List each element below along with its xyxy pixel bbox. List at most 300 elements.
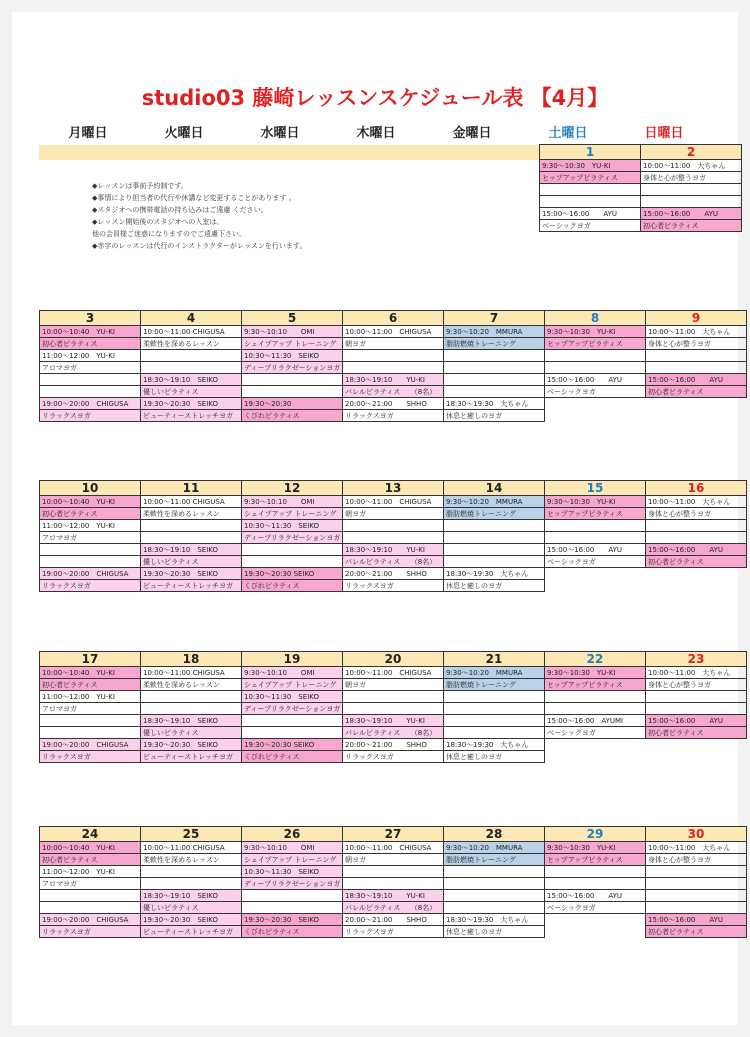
date-cell: 27: [343, 827, 444, 842]
lesson-cell: 10:00〜10:40 YU-KI: [40, 667, 141, 679]
lesson-cell: リラックスヨガ: [40, 926, 141, 938]
lesson-cell: ディープリラクゼーションヨガ: [242, 703, 343, 715]
lesson-cell: 19:30〜20:30 SEIKO: [141, 914, 242, 926]
lesson-cell: [339, 172, 439, 184]
lesson-cell: [139, 160, 239, 172]
lesson-cell: [545, 739, 646, 751]
lesson-row: [39, 196, 742, 208]
lesson-cell: ヒップアップピラティス: [545, 854, 646, 866]
week-1-table: [39, 144, 742, 232]
lesson-cell: くびれピラティス: [242, 926, 343, 938]
lesson-cell: 脂肪燃焼トレーニング: [444, 679, 545, 691]
lesson-cell: 15:00〜16:00 AYU: [545, 544, 646, 556]
lesson-cell: [545, 866, 646, 878]
lesson-cell: [545, 926, 646, 938]
lesson-cell: [444, 727, 545, 739]
lesson-cell: [439, 160, 540, 172]
lesson-cell: リラックスヨガ: [343, 926, 444, 938]
lesson-cell: [646, 350, 747, 362]
lesson-cell: [444, 374, 545, 386]
date-cell: 22: [545, 652, 646, 667]
lesson-cell: [141, 350, 242, 362]
week-3-table: [39, 480, 747, 592]
note-line: ◆レッスン開始後のスタジオへの入室は、: [92, 218, 224, 226]
lesson-cell: ベーシックヨガ: [540, 220, 641, 232]
lesson-cell: [646, 532, 747, 544]
lesson-cell: 15:00〜16:00 AYU: [641, 208, 742, 220]
lesson-cell: 18:30〜19:30 大ちゃん: [444, 914, 545, 926]
date-cell: 23: [646, 652, 747, 667]
lesson-cell: バレルピラティス （8名）: [343, 902, 444, 914]
date-cell: 16: [646, 481, 747, 496]
date-cell: 4: [141, 311, 242, 326]
lesson-cell: [40, 727, 141, 739]
lesson-row: [40, 520, 747, 532]
lesson-row: [40, 842, 747, 854]
lesson-cell: 11:00〜12:00 YU-KI: [40, 691, 141, 703]
lesson-cell: 18:30〜19:10 YU-KI: [343, 544, 444, 556]
lesson-cell: [439, 172, 540, 184]
lesson-row: [39, 208, 742, 220]
lesson-cell: 18:30〜19:10 SEIKO: [141, 890, 242, 902]
date-cell: 2: [641, 145, 742, 160]
lesson-row: [40, 679, 747, 691]
lesson-cell: 10:00〜11:00 大ちゃん: [646, 326, 747, 338]
lesson-cell: 19:30〜20:30 SEIKO: [242, 914, 343, 926]
lesson-cell: 優しいピラティス: [141, 556, 242, 568]
lesson-row: [40, 751, 747, 763]
schedule-page: [12, 12, 738, 1025]
lesson-cell: [540, 196, 641, 208]
lesson-row: [39, 184, 742, 196]
lesson-cell: [545, 914, 646, 926]
lesson-cell: [242, 727, 343, 739]
lesson-row: [40, 338, 747, 350]
note-line: ◆赤字のレッスンは代行のインストラクターがレッスンを行います。: [92, 242, 307, 250]
lesson-cell: [40, 902, 141, 914]
lesson-cell: [39, 220, 139, 232]
lesson-cell: [646, 410, 747, 422]
lesson-cell: リラックスヨガ: [40, 580, 141, 592]
lesson-cell: [242, 544, 343, 556]
date-header-row: [40, 311, 747, 326]
lesson-row: [40, 544, 747, 556]
lesson-cell: 10:00〜11:00 CHIGUSA: [141, 326, 242, 338]
lesson-cell: [239, 184, 339, 196]
date-cell: 1: [540, 145, 641, 160]
lesson-cell: [540, 184, 641, 196]
lesson-cell: くびれピラティス: [242, 410, 343, 422]
lesson-cell: [242, 715, 343, 727]
lesson-cell: バレルピラティス （8名）: [343, 386, 444, 398]
lesson-row: [40, 532, 747, 544]
lesson-cell: アロマヨガ: [40, 362, 141, 374]
lesson-cell: 19:30〜20:30 SEIKO: [141, 398, 242, 410]
lesson-row: [40, 568, 747, 580]
lesson-cell: 休息と癒しのヨガ: [444, 751, 545, 763]
lesson-cell: [444, 350, 545, 362]
date-cell: [39, 145, 139, 160]
lesson-cell: 18:30〜19:10 YU-KI: [343, 374, 444, 386]
date-cell: 24: [40, 827, 141, 842]
lesson-cell: 10:30〜11:30 SEIKO: [242, 691, 343, 703]
lesson-cell: 11:00〜12:00 YU-KI: [40, 866, 141, 878]
lesson-cell: 脂肪燃焼トレーニング: [444, 854, 545, 866]
lesson-cell: 休息と癒しのヨガ: [444, 580, 545, 592]
lesson-cell: 初心者ピラティス: [641, 220, 742, 232]
lesson-cell: [141, 691, 242, 703]
lesson-cell: [343, 878, 444, 890]
date-cell: 29: [545, 827, 646, 842]
lesson-cell: [545, 751, 646, 763]
lesson-cell: 朝ヨガ: [343, 338, 444, 350]
lesson-cell: [646, 878, 747, 890]
lesson-cell: 身体と心が整うヨガ: [646, 679, 747, 691]
lesson-cell: [439, 208, 540, 220]
lesson-cell: [242, 374, 343, 386]
lesson-cell: [545, 398, 646, 410]
lesson-cell: 10:00〜11:00 CHIGUSA: [343, 326, 444, 338]
lesson-cell: ヒップアップピラティス: [545, 679, 646, 691]
weekday-thursday: 木曜日: [356, 126, 396, 141]
note-line: 他の会員様ご迷惑になりますのでご遠慮下さい。: [92, 230, 246, 238]
lesson-cell: [139, 196, 239, 208]
lesson-cell: 9:30〜10:10 OMI: [242, 326, 343, 338]
lesson-cell: [141, 866, 242, 878]
lesson-cell: [444, 544, 545, 556]
note-line: ◆スタジオへの携帯電話の持ち込みはご遠慮 ください。: [92, 206, 268, 214]
lesson-cell: 9:30〜10:20 MMURA: [444, 842, 545, 854]
weekday-wednesday: 水曜日: [260, 126, 300, 141]
lesson-cell: [444, 532, 545, 544]
page-title: studio03 藤崎レッスンスケジュール表 【4月】: [141, 86, 609, 110]
lesson-cell: 初心者ピラティス: [646, 727, 747, 739]
lesson-cell: [646, 902, 747, 914]
lesson-row: [40, 914, 747, 926]
lesson-cell: [39, 160, 139, 172]
week-2-table: [39, 310, 747, 422]
lesson-cell: 10:00〜11:00 大ちゃん: [646, 667, 747, 679]
date-cell: 11: [141, 481, 242, 496]
lesson-row: [40, 926, 747, 938]
date-header-row: [39, 145, 742, 160]
lesson-cell: 10:00〜10:40 YU-KI: [40, 496, 141, 508]
lesson-cell: 18:30〜19:10 SEIKO: [141, 715, 242, 727]
lesson-cell: [141, 520, 242, 532]
lesson-cell: 10:00〜11:00 大ちゃん: [641, 160, 742, 172]
lesson-cell: 柔軟性を深めるレッスン: [141, 338, 242, 350]
lesson-cell: ベーシックヨガ: [545, 902, 646, 914]
lesson-cell: [646, 520, 747, 532]
lesson-cell: [141, 878, 242, 890]
lesson-cell: バレルピラティス （8名）: [343, 556, 444, 568]
lesson-cell: 20:00〜21:00 SHHO: [343, 914, 444, 926]
date-cell: 7: [444, 311, 545, 326]
date-cell: 30: [646, 827, 747, 842]
lesson-cell: [139, 220, 239, 232]
lesson-cell: [339, 220, 439, 232]
lesson-cell: [444, 715, 545, 727]
lesson-cell: 身体と心が整うヨガ: [646, 854, 747, 866]
lesson-cell: [39, 208, 139, 220]
lesson-cell: 10:30〜11:30 SEIKO: [242, 350, 343, 362]
lesson-row: [40, 890, 747, 902]
lesson-cell: [339, 208, 439, 220]
lesson-row: [39, 172, 742, 184]
lesson-cell: 15:00〜16:00 AYUMI: [545, 715, 646, 727]
lesson-cell: 20:00〜21:00 SHHO: [343, 739, 444, 751]
lesson-cell: 15:00〜16:00 AYU: [540, 208, 641, 220]
lesson-cell: [141, 532, 242, 544]
lesson-cell: [343, 362, 444, 374]
lesson-cell: 休息と癒しのヨガ: [444, 926, 545, 938]
lesson-row: [40, 496, 747, 508]
date-cell: 15: [545, 481, 646, 496]
weekday-saturday: 土曜日: [548, 126, 588, 141]
lesson-cell: 9:30〜10:20 MMURA: [444, 496, 545, 508]
lesson-cell: 11:00〜12:00 YU-KI: [40, 520, 141, 532]
lesson-cell: ディープリラクゼーションヨガ: [242, 878, 343, 890]
lesson-cell: リラックスヨガ: [343, 410, 444, 422]
date-cell: [239, 145, 339, 160]
date-cell: 13: [343, 481, 444, 496]
lesson-cell: ベーシックヨガ: [545, 386, 646, 398]
date-cell: 26: [242, 827, 343, 842]
lesson-cell: 10:00〜11:00 CHIGUSA: [141, 842, 242, 854]
lesson-row: [40, 556, 747, 568]
lesson-cell: 18:30〜19:30 大ちゃん: [444, 398, 545, 410]
note-line: ◆レッスンは事前予約制です。: [92, 182, 188, 190]
lesson-row: [40, 362, 747, 374]
lesson-cell: [343, 703, 444, 715]
date-cell: 19: [242, 652, 343, 667]
lesson-cell: [545, 362, 646, 374]
lesson-row: [39, 220, 742, 232]
lesson-cell: 18:30〜19:30 大ちゃん: [444, 568, 545, 580]
lesson-cell: 10:30〜11:30 SEIKO: [242, 866, 343, 878]
lesson-cell: [545, 568, 646, 580]
lesson-cell: 18:30〜19:10 SEIKO: [141, 374, 242, 386]
lesson-cell: 15:00〜16:00 AYU: [646, 374, 747, 386]
lesson-cell: 18:30〜19:10 YU-KI: [343, 890, 444, 902]
lesson-cell: [40, 386, 141, 398]
lesson-cell: [646, 739, 747, 751]
lesson-cell: [40, 556, 141, 568]
lesson-cell: [444, 362, 545, 374]
lesson-cell: [242, 902, 343, 914]
lesson-cell: 19:30〜20:30 SEIKO: [242, 739, 343, 751]
lesson-cell: 9:30〜10:30 YU-KI: [545, 326, 646, 338]
lesson-cell: 19:00〜20:00 CHIGUSA: [40, 398, 141, 410]
lesson-cell: [439, 184, 540, 196]
lesson-cell: 初心者ピラティス: [40, 508, 141, 520]
lesson-cell: リラックスヨガ: [40, 410, 141, 422]
lesson-cell: リラックスヨガ: [343, 751, 444, 763]
lesson-row: [40, 866, 747, 878]
lesson-row: [40, 727, 747, 739]
lesson-cell: 休息と癒しのヨガ: [444, 410, 545, 422]
lesson-row: [39, 160, 742, 172]
lesson-cell: 朝ヨガ: [343, 854, 444, 866]
lesson-cell: リラックスヨガ: [40, 751, 141, 763]
lesson-row: [40, 878, 747, 890]
lesson-cell: 柔軟性を深めるレッスン: [141, 679, 242, 691]
lesson-cell: [646, 398, 747, 410]
lesson-cell: [40, 890, 141, 902]
lesson-row: [40, 326, 747, 338]
lesson-row: [40, 691, 747, 703]
lesson-cell: [343, 866, 444, 878]
lesson-cell: 9:30〜10:20 MMURA: [444, 326, 545, 338]
week-5-table: [39, 826, 747, 938]
lesson-cell: [239, 220, 339, 232]
date-cell: 17: [40, 652, 141, 667]
date-cell: 20: [343, 652, 444, 667]
date-cell: 28: [444, 827, 545, 842]
lesson-cell: [242, 556, 343, 568]
lesson-cell: [40, 374, 141, 386]
lesson-cell: くびれピラティス: [242, 580, 343, 592]
lesson-cell: [646, 890, 747, 902]
lesson-cell: 10:00〜11:00 CHIGUSA: [141, 496, 242, 508]
date-cell: [339, 145, 439, 160]
lesson-row: [40, 386, 747, 398]
lesson-cell: [339, 160, 439, 172]
lesson-cell: [646, 580, 747, 592]
lesson-cell: [343, 350, 444, 362]
lesson-cell: [646, 691, 747, 703]
lesson-cell: [141, 703, 242, 715]
lesson-cell: [139, 184, 239, 196]
lesson-cell: [641, 184, 742, 196]
lesson-cell: 10:00〜11:00 CHIGUSA: [343, 842, 444, 854]
lesson-cell: [545, 703, 646, 715]
lesson-cell: 19:30〜20:30 SEIKO: [141, 739, 242, 751]
lesson-cell: 身体と心が整うヨガ: [646, 508, 747, 520]
lesson-cell: ヒップアップピラティス: [545, 508, 646, 520]
lesson-cell: [339, 196, 439, 208]
lesson-row: [40, 715, 747, 727]
lesson-cell: バレルピラティス （8名）: [343, 727, 444, 739]
lesson-cell: 20:00〜21:00 SHHO: [343, 568, 444, 580]
lesson-cell: 15:00〜16:00 AYU: [646, 544, 747, 556]
lesson-cell: ヒップアップピラティス: [545, 338, 646, 350]
lesson-cell: [545, 580, 646, 592]
lesson-cell: 9:30〜10:30 YU-KI: [540, 160, 641, 172]
date-cell: 25: [141, 827, 242, 842]
lesson-row: [40, 667, 747, 679]
lesson-cell: ベーシックヨガ: [545, 727, 646, 739]
lesson-cell: 初心者ピラティス: [646, 386, 747, 398]
lesson-cell: リラックスヨガ: [343, 580, 444, 592]
lesson-cell: 18:30〜19:10 SEIKO: [141, 544, 242, 556]
lesson-cell: 10:00〜10:40 YU-KI: [40, 326, 141, 338]
lesson-cell: 18:30〜19:10 YU-KI: [343, 715, 444, 727]
lesson-cell: [40, 715, 141, 727]
date-header-row: [40, 481, 747, 496]
lesson-cell: [242, 890, 343, 902]
lesson-cell: 19:00〜20:00 CHIGUSA: [40, 914, 141, 926]
lesson-cell: 15:00〜16:00 AYU: [545, 374, 646, 386]
lesson-cell: 19:30〜20:30: [242, 398, 343, 410]
lesson-cell: 初心者ピラティス: [646, 926, 747, 938]
lesson-cell: 15:00〜16:00 AYU: [646, 914, 747, 926]
lesson-cell: 10:00〜11:00 CHIGUSA: [141, 667, 242, 679]
date-cell: 5: [242, 311, 343, 326]
lesson-cell: [444, 691, 545, 703]
lesson-cell: [646, 362, 747, 374]
lesson-cell: [646, 703, 747, 715]
lesson-cell: [545, 520, 646, 532]
lesson-cell: 柔軟性を深めるレッスン: [141, 508, 242, 520]
lesson-cell: シェイプアップ トレーニング: [242, 338, 343, 350]
lesson-cell: 9:30〜10:10 OMI: [242, 496, 343, 508]
lesson-cell: [139, 208, 239, 220]
lesson-cell: [646, 866, 747, 878]
lesson-cell: [343, 520, 444, 532]
lesson-cell: [641, 196, 742, 208]
date-header-row: [40, 652, 747, 667]
lesson-cell: ベーシックヨガ: [545, 556, 646, 568]
lesson-cell: [444, 866, 545, 878]
lesson-row: [40, 902, 747, 914]
lesson-cell: 優しいピラティス: [141, 902, 242, 914]
lesson-cell: アロマヨガ: [40, 532, 141, 544]
lesson-cell: [141, 362, 242, 374]
lesson-cell: ビューティーストレッチヨガ: [141, 410, 242, 422]
lesson-cell: ヒップアップピラティス: [540, 172, 641, 184]
lesson-cell: [242, 386, 343, 398]
lesson-cell: 初心者ピラティス: [40, 854, 141, 866]
lesson-cell: [545, 878, 646, 890]
lesson-cell: ビューティーストレッチヨガ: [141, 926, 242, 938]
lesson-cell: アロマヨガ: [40, 703, 141, 715]
lesson-cell: 9:30〜10:10 OMI: [242, 842, 343, 854]
lesson-cell: [545, 532, 646, 544]
lesson-row: [40, 580, 747, 592]
lesson-cell: 20:00〜21:00 SHHO: [343, 398, 444, 410]
week-4-table: [39, 651, 747, 763]
lesson-cell: 11:00〜12:00 YU-KI: [40, 350, 141, 362]
lesson-cell: 9:30〜10:10 OMI: [242, 667, 343, 679]
lesson-cell: 脂肪燃焼トレーニング: [444, 338, 545, 350]
date-cell: 10: [40, 481, 141, 496]
date-cell: 3: [40, 311, 141, 326]
lesson-cell: 10:00〜11:00 大ちゃん: [646, 496, 747, 508]
lesson-cell: [646, 751, 747, 763]
lesson-cell: [444, 556, 545, 568]
date-cell: 18: [141, 652, 242, 667]
lesson-cell: 10:30〜11:30 SEIKO: [242, 520, 343, 532]
date-cell: [439, 145, 540, 160]
lesson-cell: 初心者ピラティス: [40, 679, 141, 691]
lesson-cell: 9:30〜10:30 YU-KI: [545, 842, 646, 854]
lesson-cell: [343, 691, 444, 703]
weekday-sunday: 日曜日: [644, 126, 684, 141]
lesson-cell: [545, 350, 646, 362]
lesson-cell: 朝ヨガ: [343, 508, 444, 520]
lesson-cell: シェイプアップ トレーニング: [242, 679, 343, 691]
lesson-cell: [545, 410, 646, 422]
lesson-cell: ディープリラクゼーションヨガ: [242, 362, 343, 374]
lesson-cell: 19:00〜20:00 CHIGUSA: [40, 739, 141, 751]
lesson-cell: [444, 703, 545, 715]
lesson-cell: 初心者ピラティス: [646, 556, 747, 568]
lesson-cell: 9:30〜10:20 MMURA: [444, 667, 545, 679]
lesson-cell: アロマヨガ: [40, 878, 141, 890]
lesson-cell: 15:00〜16:00 AYU: [646, 715, 747, 727]
weekday-friday: 金曜日: [452, 126, 492, 141]
